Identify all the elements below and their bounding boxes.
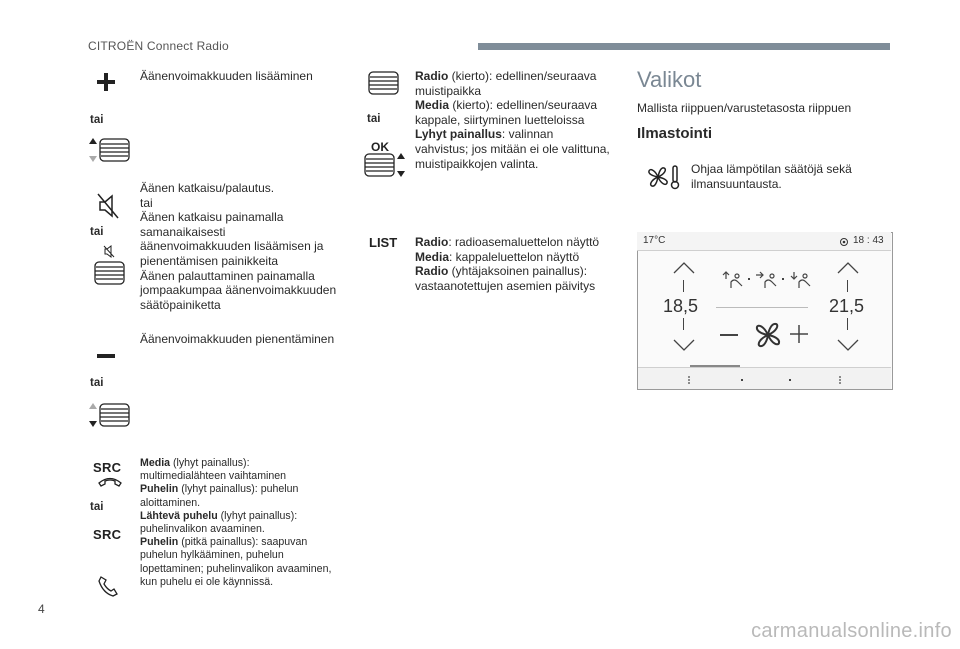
page-number: 4 bbox=[38, 602, 45, 616]
climate-description: Ohjaa lämpötilan säätöjä sekä ilmansuuntausta. bbox=[691, 162, 852, 191]
wheel-roller-icon bbox=[368, 70, 400, 96]
or-label: tai bbox=[90, 377, 104, 389]
temp-right-up-chevron-icon[interactable] bbox=[837, 262, 859, 274]
temp-right-down-chevron-icon[interactable] bbox=[837, 339, 859, 351]
menu-dots-icon[interactable] bbox=[838, 375, 842, 385]
or-label: tai bbox=[90, 501, 104, 513]
climate-fan-temperature-icon bbox=[646, 164, 682, 190]
list-button-label: LIST bbox=[369, 235, 398, 250]
or-label: tai bbox=[90, 114, 104, 126]
menu-dots-icon[interactable] bbox=[687, 375, 691, 385]
temp-right-value[interactable]: 21,5 bbox=[829, 296, 865, 316]
src-description: Media (lyhyt painallus): multimedialähteen vaihtaminen Puhelin (lyhyt painallus): puhelun aloittaminen. Lähtevä puhelu (lyhyt painallus): puhelinvalikon avaaminen. Puhelin (pitkä painallus): saapuvan puhelun hylkääminen, puhelun lopettaminen; puhelinvalikon avaaminen, kun puhelu ei ole käynnissä. bbox=[140, 457, 332, 588]
src-button-label: SRC bbox=[93, 460, 122, 475]
section-title: Valikot bbox=[637, 67, 702, 92]
temp-left-up-chevron-icon[interactable] bbox=[673, 262, 695, 274]
watermark: carmanualsonline.info bbox=[751, 620, 952, 642]
header-title: CITROËN Connect Radio bbox=[88, 39, 229, 53]
airflow-feet-icon[interactable] bbox=[790, 270, 812, 290]
mute-speaker-icon bbox=[97, 193, 119, 219]
header-bar bbox=[478, 43, 890, 50]
subsection-title: Ilmastointi bbox=[637, 125, 713, 142]
volume-up-text: Äänenvoimakkuuden lisääminen bbox=[140, 69, 313, 83]
ok-button-label: OK bbox=[371, 140, 389, 154]
separator-dot bbox=[782, 278, 784, 280]
airflow-body-icon[interactable] bbox=[755, 270, 779, 290]
minus-icon bbox=[96, 353, 116, 359]
list-description: Radio: radioasemaluettelon näyttö Media: kappaleluettelon näyttö Radio (yhtäjaksoinen painallus): vastaanotettujen asemien päivitys bbox=[415, 235, 600, 293]
screen-divider bbox=[716, 307, 808, 308]
phone-handset-tilted-icon bbox=[98, 575, 118, 597]
temp-right-tick bbox=[847, 318, 848, 330]
fan-increase-icon[interactable] bbox=[790, 325, 808, 343]
outside-temperature: 17°C bbox=[643, 235, 666, 246]
temp-left-tick bbox=[683, 280, 684, 292]
roller-description: Radio (kierto): edellinen/seuraava muistipaikka Media (kierto): edellinen/seuraava kappale, siirtyminen luetteloissa Lyhyt painallus: valinnan vahvistus; jos mitään ei ole valittuna, muistipaikkojen valinta. bbox=[415, 69, 610, 171]
clock: 18 : 43 bbox=[853, 235, 884, 246]
gps-icon bbox=[839, 237, 849, 247]
plus-icon bbox=[96, 72, 116, 92]
page-dot bbox=[789, 379, 791, 381]
screen-bottom-bar bbox=[638, 367, 891, 389]
wheel-roller-icon bbox=[94, 260, 126, 286]
section-intro: Mallista riippuen/varustetasosta riippuen bbox=[637, 101, 852, 115]
page-dot bbox=[741, 379, 743, 381]
temp-left-tick bbox=[683, 318, 684, 330]
volume-down-text: Äänenvoimakkuuden pienentäminen bbox=[140, 332, 335, 346]
active-page-indicator bbox=[690, 365, 740, 367]
separator-dot bbox=[748, 278, 750, 280]
phone-handset-icon bbox=[97, 475, 123, 487]
mute-description: Äänen katkaisu/palautus. tai Äänen katkaisu painamalla samanaikaisesti äänenvoimakkuuden lisäämisen ja pienentämisen painikkeita Äänen palauttaminen painamalla jompaakumpaa äänenvoimakkuuden säätöpainiketta bbox=[140, 181, 337, 312]
wheel-roller-ok-icon bbox=[364, 152, 408, 178]
temp-left-value[interactable]: 18,5 bbox=[663, 296, 699, 316]
or-label: tai bbox=[90, 226, 104, 238]
or-label: tai bbox=[367, 113, 381, 125]
src-button-label: SRC bbox=[93, 527, 122, 542]
temp-right-tick bbox=[847, 280, 848, 292]
wheel-roller-updown-icon bbox=[88, 402, 132, 428]
fan-speed-icon bbox=[753, 320, 783, 350]
airflow-face-icon[interactable] bbox=[722, 270, 744, 290]
mute-small-icon bbox=[103, 245, 115, 258]
fan-decrease-icon[interactable] bbox=[720, 334, 738, 336]
wheel-roller-updown-icon bbox=[88, 137, 132, 163]
temp-left-down-chevron-icon[interactable] bbox=[673, 339, 695, 351]
